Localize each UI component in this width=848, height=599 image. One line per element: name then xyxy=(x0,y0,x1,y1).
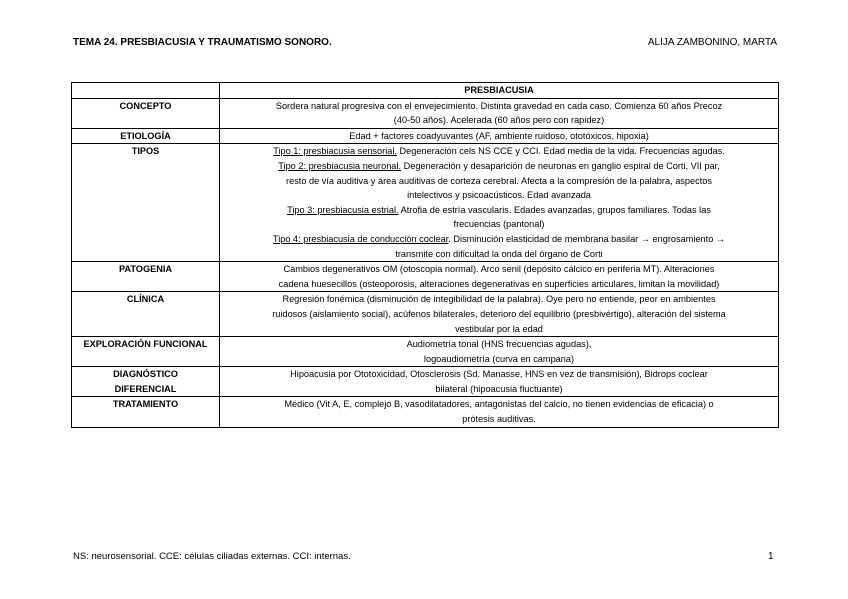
text-line: Audiometría tonal (HNS frecuencias agudas), xyxy=(406,339,592,350)
tipo-2-name: Tipo 2: presbiacusia neuronal. xyxy=(278,160,402,171)
tipo-2 xyxy=(223,159,775,174)
row-content-patogenia xyxy=(220,262,779,292)
table-title: PRESBIACUSIA xyxy=(220,83,779,99)
row-tipos xyxy=(72,144,779,262)
tipo-1-desc: Degeneración cels NS CCE y CCI. Edad media de la vida. Frecuencias agudas. xyxy=(396,146,725,157)
text-line: frecuencias (pantonal) xyxy=(453,219,545,230)
text-line: Edad + factores coadyuvantes (AF, ambiente ruidoso, ototóxicos, hipoxia) xyxy=(349,130,649,141)
author-name: ALIJA ZAMBONINO, MARTA xyxy=(647,37,777,48)
row-content-clinica xyxy=(220,292,779,337)
tipo-3-name: Tipo 3: presbiacusia estrial. xyxy=(287,204,399,215)
row-label-clinica: CLÍNICA xyxy=(72,292,220,337)
row-label-patogenia: PATOGENIA xyxy=(72,262,220,292)
document-title: TEMA 24. PRESBIACUSIA Y TRAUMATISMO SONORO. xyxy=(73,37,332,48)
text-line: intelectivos y psicoacústicos. Edad avanzada xyxy=(407,190,591,201)
table-header-row xyxy=(72,83,779,99)
text-line: ruidosos (aislamiento social), acúfenos bilaterales, deterioro del equilibrio (presbivértigo), alteración del sistema xyxy=(272,308,726,319)
row-diagnostico xyxy=(72,367,779,397)
row-content-concepto xyxy=(220,98,779,128)
tipo-3-desc: Atrofia de estría vascularis. Edades avanzadas, grupos familiares. Todas las xyxy=(398,204,711,215)
tipo-1-name: Tipo 1: presbiacusia sensorial. xyxy=(273,146,397,157)
text-line: Regresión fonémica (disminución de integibilidad de la palabra). Oye pero no entiende, peor en ambientes xyxy=(282,294,716,305)
text-line: resto de vía auditiva y área auditivas de corteza cerebral. Afecta a la compresión de la palabra, aspectos xyxy=(286,175,712,186)
page-number: 1 xyxy=(768,551,774,562)
presbiacusia-table xyxy=(71,82,779,428)
empty-corner-cell xyxy=(72,83,220,99)
row-label-diagnostico xyxy=(72,367,220,397)
text-line: Cambios degenerativos OM (otoscopia normal). Arco senil (depósito cálcico en periferia MT). Alteraciones xyxy=(283,264,715,275)
row-content-diagnostico xyxy=(220,367,779,397)
text-line: DIFERENCIAL xyxy=(114,383,177,394)
text-line: prótesis auditivas. xyxy=(462,414,536,425)
tipo-1 xyxy=(223,144,775,159)
row-concepto xyxy=(72,98,779,128)
row-content-tipos xyxy=(220,144,779,262)
row-label-exploracion: EXPLORACIÓN FUNCIONAL xyxy=(72,337,220,367)
text-line: bilateral (hipoacusia fluctuante) xyxy=(435,383,563,394)
row-label-concepto: CONCEPTO xyxy=(72,98,220,128)
row-tratamiento xyxy=(72,397,779,427)
row-content-tratamiento xyxy=(220,397,779,427)
row-etiologia xyxy=(72,128,779,144)
text-line: logoaudiometría (curva en campana) xyxy=(423,353,575,364)
tipo-3 xyxy=(223,203,775,218)
text-line: transmite con dificultad la onda del órgano de Corti xyxy=(395,248,603,259)
footer-note: NS: neurosensorial. CCE: células ciliadas externas. CCI: internas. xyxy=(73,551,351,562)
row-exploracion xyxy=(72,337,779,367)
text-line: vestibular por la edad xyxy=(455,323,543,334)
text-line: DIAGNÓSTICO xyxy=(113,369,178,380)
tipo-4-name: Tipo 4: presbiacusia de conducción coclear xyxy=(272,233,449,244)
text-line: (40-50 años). Acelerada (60 años pero con rapidez) xyxy=(393,115,605,126)
text-line: Sordera natural progresiva con el envejecimiento. Distinta gravedad en cada caso. Comienza 60 años Precoz xyxy=(275,100,723,111)
row-clinica xyxy=(72,292,779,337)
tipo-2-desc: Degeneración y desaparición de neuronas en ganglio espiral de Corti, VII par, xyxy=(401,160,720,171)
tipo-4-desc: . Disminución elasticidad de membrana basilar → engrosamiento → xyxy=(448,233,726,244)
row-patogenia xyxy=(72,262,779,292)
text-line: Médico (Vit A, E, complejo B, vasodilatadores, antagonistas del calcio, no tienen evidencias de eficacia) o xyxy=(284,399,714,410)
row-label-tipos: TIPOS xyxy=(72,144,220,262)
row-content-etiologia xyxy=(220,128,779,144)
row-content-exploracion xyxy=(220,337,779,367)
text-line: Hipoacusia por Ototoxicidad, Otosclerosis (Sd. Manasse, HNS en vez de transmisión), Bidrops coclear xyxy=(290,369,708,380)
row-label-etiologia: ETIOLOGÍA xyxy=(72,128,220,144)
row-label-tratamiento: TRATAMIENTO xyxy=(72,397,220,427)
tipo-4 xyxy=(223,232,775,247)
text-line: cadena huesecillos (osteoporosis, alteraciones degenerativas en superficies articulares, limitan la movilidad) xyxy=(278,278,720,289)
